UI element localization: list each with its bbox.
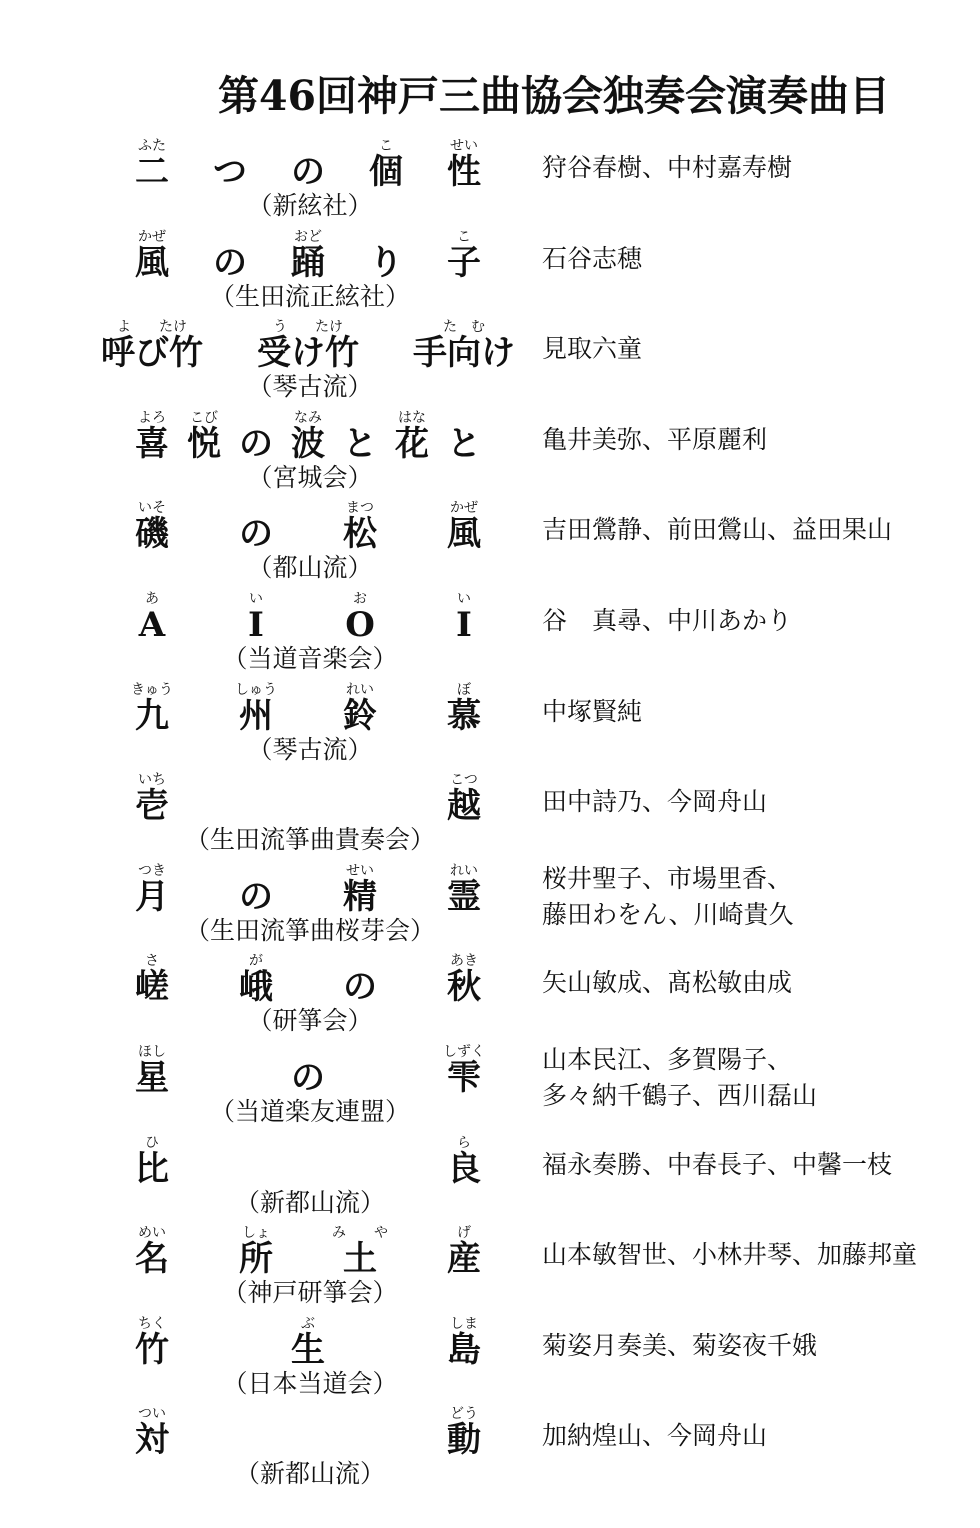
title-character: 峨 <box>239 967 273 1008</box>
furigana: ほし <box>138 1044 166 1060</box>
title-character: 手向け <box>413 333 515 374</box>
title-character: I <box>456 605 472 645</box>
title-character: 産 <box>447 1239 481 1280</box>
furigana: どう <box>450 1406 478 1423</box>
furigana: いそ <box>138 500 166 517</box>
title-character: 喜 <box>135 423 169 464</box>
title-character: 鈴 <box>343 695 377 736</box>
furigana: さ <box>145 953 159 970</box>
furigana: よろ <box>138 409 166 426</box>
furigana: しゅう <box>235 681 277 698</box>
title-character: 土 <box>343 1239 377 1280</box>
furigana: ひ <box>145 1134 159 1151</box>
program-entry <box>0 953 980 1043</box>
performer-names: 菊姿月奏美、菊姿夜千娥 <box>542 1330 818 1360</box>
title-character: 風 <box>447 514 481 555</box>
title-character: 比 <box>135 1148 169 1189</box>
school-name: （琴古流） <box>247 372 373 402</box>
program-entry <box>0 1316 980 1406</box>
school-name: （宮城会） <box>247 462 373 492</box>
title-character: の <box>239 876 273 917</box>
performer-names: 谷 真尋、中川あかり <box>542 606 793 635</box>
title-character: O <box>345 605 375 645</box>
school-name: （新都山流） <box>234 1187 385 1217</box>
title-character: つ <box>213 152 247 192</box>
title-character: 星 <box>135 1058 169 1098</box>
furigana: ぼ <box>457 681 471 698</box>
title-character: 呼び竹 <box>101 333 203 374</box>
furigana: つい <box>138 1406 166 1423</box>
furigana: こ <box>379 138 393 154</box>
performer-names: 石谷志穂 <box>542 243 643 273</box>
title-character: 壱 <box>135 786 169 827</box>
furigana: が <box>249 953 263 970</box>
title-character: 生 <box>291 1329 325 1370</box>
performer-names: 多々納千鶴子、西川磊山 <box>542 1081 818 1110</box>
school-name: （新都山流） <box>234 1459 385 1489</box>
furigana: せい <box>346 862 374 879</box>
title-character: 波 <box>291 423 325 464</box>
title-character: 竹 <box>135 1329 169 1370</box>
title-character: り <box>369 242 403 283</box>
furigana: れい <box>346 681 374 698</box>
furigana: かぜ <box>450 500 478 517</box>
program-entry <box>0 591 980 681</box>
title-character: 名 <box>135 1239 169 1280</box>
title-character: 雫 <box>447 1058 481 1098</box>
performer-names: 吉田鶯静、前田鶯山、益田果山 <box>542 515 893 545</box>
program-entry <box>0 500 980 590</box>
title-character: I <box>248 605 264 645</box>
performer-names: 田中詩乃、今岡舟山 <box>542 787 768 817</box>
school-name: （当道楽友連盟） <box>209 1097 410 1126</box>
furigana: かぜ <box>138 228 166 245</box>
furigana: ら <box>457 1134 471 1151</box>
school-name: （生田流正絃社） <box>209 281 410 311</box>
title-character: 個 <box>369 152 403 192</box>
program-entry <box>0 772 980 862</box>
title-character: 対 <box>135 1420 169 1461</box>
furigana: た む <box>443 319 485 336</box>
title-character: 花 <box>395 423 429 464</box>
program-entry <box>0 863 980 953</box>
title-character: 秋 <box>447 967 481 1008</box>
program-entry <box>0 682 980 772</box>
furigana: ちく <box>138 1315 166 1332</box>
title-character: 良 <box>447 1148 481 1189</box>
title-character: 松 <box>343 514 377 555</box>
title-character: と <box>343 423 377 464</box>
title-character: の <box>291 1058 325 1098</box>
title-character: 受け竹 <box>257 333 359 374</box>
furigana: あき <box>450 953 478 970</box>
furigana: せい <box>450 138 478 154</box>
furigana: れい <box>450 862 478 879</box>
furigana: い <box>457 591 471 607</box>
furigana: こ <box>457 228 471 245</box>
furigana: み や <box>332 1225 388 1242</box>
furigana: しずく <box>443 1044 485 1060</box>
school-name: （生田流箏曲桜芽会） <box>184 915 435 945</box>
title-character: 月 <box>135 876 169 917</box>
title-character: の <box>239 514 273 555</box>
school-name: （都山流） <box>247 553 373 583</box>
program-entry <box>0 319 980 409</box>
title-character: の <box>343 967 377 1008</box>
title-character: の <box>291 152 325 192</box>
furigana: お <box>353 591 367 607</box>
school-name: （研箏会） <box>247 1006 373 1036</box>
furigana: げ <box>457 1225 471 1242</box>
school-name: （日本当道会） <box>222 1368 398 1398</box>
title-character: 踊 <box>291 242 325 283</box>
furigana: う たけ <box>273 319 343 336</box>
performer-names: 藤田わをん、川崎貴久 <box>542 899 794 929</box>
title-character: の <box>239 423 273 464</box>
furigana: まつ <box>346 500 374 517</box>
title-character: 慕 <box>447 695 481 736</box>
title-character: 精 <box>343 876 377 917</box>
school-name: （神戸研箏会） <box>222 1278 398 1308</box>
title-character: 動 <box>447 1420 481 1461</box>
title-character: 所 <box>239 1239 273 1280</box>
performer-names: 山本敏智世、小林井琴、加藤邦童 <box>542 1240 918 1270</box>
program-entry <box>0 229 980 319</box>
furigana: おど <box>294 228 322 245</box>
title-character: 風 <box>135 242 169 283</box>
title-character: 州 <box>239 695 273 736</box>
furigana: こび <box>190 409 218 426</box>
title-character: 嵯 <box>135 967 169 1008</box>
furigana: つき <box>138 862 166 879</box>
title-character: 子 <box>447 242 481 283</box>
title-character: 悦 <box>187 423 221 464</box>
program-entry <box>0 1135 980 1225</box>
school-name: （生田流箏曲貴奏会） <box>184 825 435 855</box>
furigana: こつ <box>450 772 478 789</box>
title-character: A <box>138 605 166 645</box>
performer-names: 加納煌山、今岡舟山 <box>542 1421 768 1451</box>
performer-names: 亀井美弥、平原麗利 <box>542 424 768 454</box>
furigana: ふた <box>138 138 166 154</box>
program-entry <box>0 410 980 500</box>
furigana: しょ <box>242 1225 270 1242</box>
performer-names: 矢山敏成、髙松敏由成 <box>542 968 793 998</box>
school-name: （新絃社） <box>247 191 373 220</box>
title-character: 越 <box>447 786 481 827</box>
title-character: と <box>447 423 481 464</box>
furigana: いち <box>138 772 166 789</box>
title-character: 性 <box>447 152 481 192</box>
title-character: 九 <box>135 695 169 736</box>
page-title: 第46回神戸三曲協会独奏会演奏曲目 <box>218 72 891 120</box>
program-entry <box>0 1044 980 1134</box>
performer-names: 狩谷春樹、中村嘉寿樹 <box>542 153 793 182</box>
performer-names: 福永奏勝、中春長子、中馨一枝 <box>542 1149 893 1179</box>
title-character: 二 <box>135 152 169 192</box>
furigana: なみ <box>294 409 322 426</box>
furigana: ぶ <box>301 1315 315 1332</box>
performer-names: 中塚賢純 <box>542 696 643 726</box>
furigana: めい <box>138 1225 166 1242</box>
school-name: （琴古流） <box>247 734 373 764</box>
title-character: 霊 <box>447 876 481 917</box>
furigana: い <box>249 591 263 607</box>
furigana: しま <box>450 1315 478 1332</box>
title-character: 島 <box>447 1329 481 1370</box>
school-name: （当道音楽会） <box>222 644 398 673</box>
furigana: あ <box>145 591 159 607</box>
performer-names: 見取六童 <box>542 334 643 364</box>
furigana: はな <box>398 409 426 426</box>
title-character: の <box>213 242 247 283</box>
program-entry <box>0 138 980 228</box>
furigana: よ たけ <box>117 319 187 336</box>
performer-names: 桜井聖子、市場里香、 <box>542 863 793 893</box>
program-entry <box>0 1406 980 1496</box>
furigana: きゅう <box>131 681 173 698</box>
performer-names: 山本民江、多賀陽子、 <box>542 1045 793 1074</box>
title-character: 磯 <box>135 514 169 555</box>
program-entry <box>0 1225 980 1315</box>
